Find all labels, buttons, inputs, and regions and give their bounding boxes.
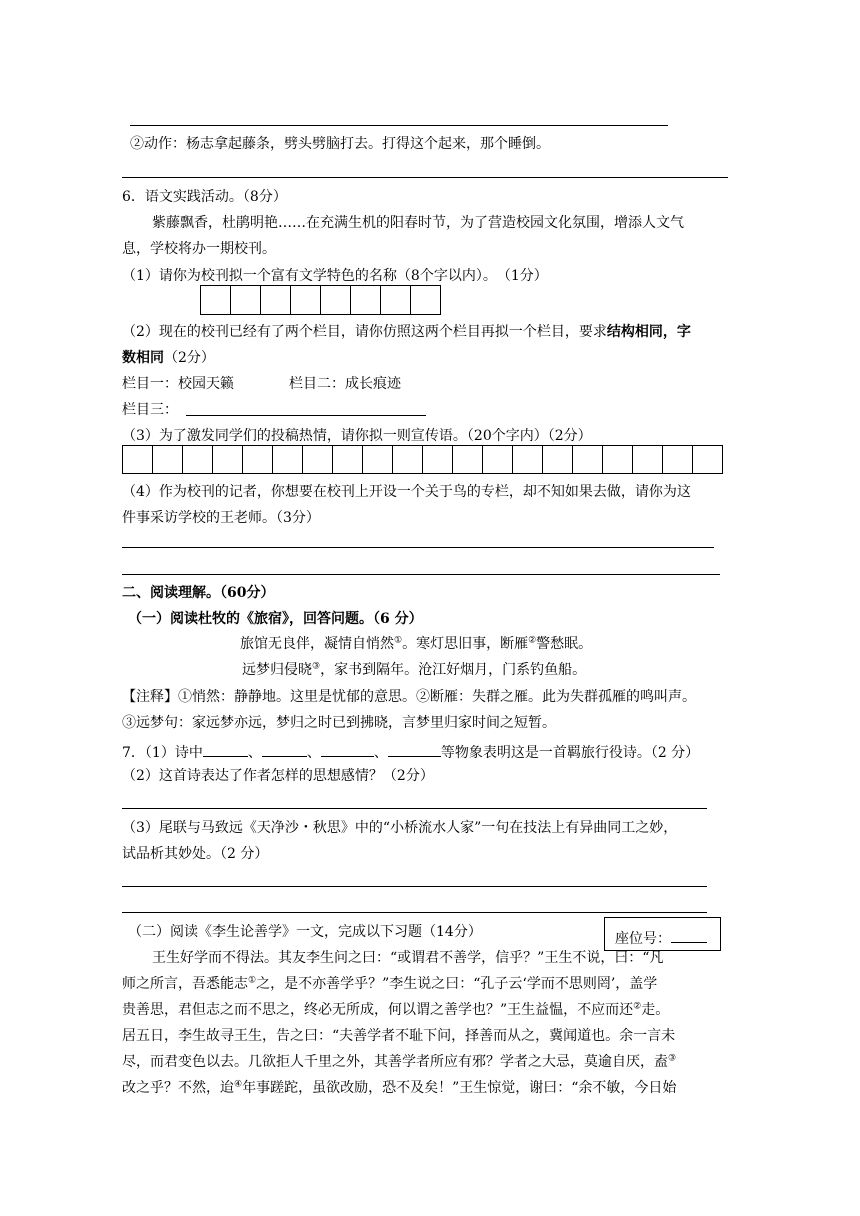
q6-sub1: （1）请你为校刊拟一个富有文学特色的名称（8个字以内）。 （1分） [122, 268, 548, 284]
q6-title: 6．语文实践活动。（8分） [122, 189, 287, 205]
poem-text: 警愁眠。 [536, 636, 593, 652]
note-marker: ① [394, 635, 403, 646]
grid-cell[interactable] [200, 285, 231, 315]
poem-text: 旅馆无良伴，凝情自悄然 [240, 636, 394, 652]
note-marker: ② [528, 635, 537, 646]
passage-text: 走。 [641, 1002, 670, 1018]
column-two: 栏目二：成长痕迹 [289, 376, 401, 392]
grid-cell[interactable] [212, 445, 243, 474]
grid-cell[interactable] [230, 285, 261, 315]
poem-text: ，家书到隔年。沧江好烟月，门系钓鱼船。 [320, 662, 587, 678]
passage-text: 师之所言，吾悉能志 [122, 976, 248, 992]
q6-sub2-requirement-cont: 数相同 [122, 350, 164, 366]
note-marker: ④ [234, 1079, 243, 1090]
answer-line[interactable] [122, 912, 707, 913]
grid-cell[interactable] [320, 285, 351, 315]
name-answer-grid[interactable] [200, 285, 441, 315]
grid-cell[interactable] [362, 445, 393, 474]
q7-sub3-line-1: （3）尾联与马致远《天净沙・秋思》中的“小桥流水人家”一句在技法上有异曲同工之妙， [122, 820, 678, 836]
fill-blank[interactable] [203, 740, 248, 757]
q6-intro-line-2: 息，学校将办一期校刊。 [122, 241, 276, 257]
passage-text: 年事蹉跎，虽欲改励，恐不及矣！”王生惊觉，谢曰：“余不敏，今日始 [242, 1080, 677, 1096]
annotation-line-1: 【注释】①悄然：静静地。这里是忧郁的意思。②断雁：失群之雁。此为失群孤雁的鸣叫声。 [122, 689, 696, 705]
grid-cell[interactable] [482, 445, 513, 474]
poem-line-1 [240, 634, 592, 654]
passage-text: 尽，而君变色以去。几欲拒人千里之外，其善学者所应有邪？学者之大忌，莫逾自厌，盍 [122, 1054, 668, 1070]
poem-text: 远梦归侵晓 [242, 662, 312, 678]
q6-sub2-line-1 [122, 322, 691, 342]
q6-sub2-line-2 [122, 348, 215, 368]
seat-number-field[interactable] [671, 926, 707, 943]
q7-sub3-line-2: 试品析其妙处。（2 分） [122, 846, 269, 862]
grid-cell[interactable] [122, 445, 153, 474]
poem-line-2 [242, 660, 586, 680]
grid-cell[interactable] [332, 445, 363, 474]
q6-intro-line-1: 紫藤飘香，杜鹃明艳……在充满生机的阳春时节，为了营造校园文化氛围，增添人文气 [152, 215, 684, 231]
note-marker: ③ [312, 661, 321, 672]
grid-cell[interactable] [662, 445, 693, 474]
seat-number-label: 座位号： [615, 931, 671, 947]
grid-cell[interactable] [260, 285, 291, 315]
note-marker: ① [248, 975, 257, 986]
annotation-line-2: ③远梦句：家远梦亦远，梦归之时已到拂晓，言梦里归家时间之短暂。 [122, 715, 556, 731]
grid-cell[interactable] [272, 445, 303, 474]
passage-text: 改之乎？不然，迨 [122, 1080, 234, 1096]
q6-sub2-score: （2分） [164, 350, 215, 366]
grid-cell[interactable] [302, 445, 333, 474]
seat-number-box [604, 917, 721, 951]
grid-cell[interactable] [632, 445, 663, 474]
grid-cell[interactable] [350, 285, 381, 315]
slogan-answer-grid[interactable] [122, 445, 723, 474]
column-three-label: 栏目三： [122, 402, 178, 418]
fill-blank[interactable] [262, 740, 307, 757]
fill-blank[interactable] [388, 740, 441, 757]
q6-sub4-line-1: （4）作为校刊的记者，你想要在校刊上开设一个关于鸟的专栏，却不知如果去做，请你为这 [122, 484, 691, 500]
fill-blank[interactable] [321, 740, 374, 757]
answer-line[interactable] [122, 547, 714, 548]
q7-sub1-lead: 7．（1）诗中 [122, 745, 203, 761]
answer-line[interactable] [130, 125, 668, 126]
answer-line[interactable] [122, 574, 720, 575]
section-one-title: （一）阅读杜牧的《旅宿》，回答问题。（6 分） [128, 611, 423, 627]
grid-cell[interactable] [410, 285, 441, 315]
grid-cell[interactable] [182, 445, 213, 474]
q6-sub2-text: （2）现在的校刊已经有了两个栏目，请你仿照这两个栏目再拟一个栏目，要求 [122, 324, 607, 340]
grid-cell[interactable] [572, 445, 603, 474]
note-marker: ③ [668, 1053, 677, 1064]
passage-line-5 [122, 1052, 676, 1072]
q6-sub4-line-2: 件事采访学校的王老师。（3分） [122, 510, 320, 526]
section-two-title: （二）阅读《李生论善学》一文，完成以下习题（14分） [128, 924, 482, 940]
grid-cell[interactable] [452, 445, 483, 474]
grid-cell[interactable] [152, 445, 183, 474]
grid-cell[interactable] [422, 445, 453, 474]
column-one: 栏目一：校园天籁 [122, 376, 234, 392]
passage-line-2 [122, 974, 657, 994]
poem-text: 。寒灯思旧事，断雁 [402, 636, 529, 652]
grid-cell[interactable] [380, 285, 411, 315]
q6-sub3: （3）为了激发同学们的投稿热情，请你拟一则宣传语。（20个字内）（2分） [122, 428, 592, 444]
q7-sub1-tail: 等物象表明这是一首羁旅行役诗。（2 分） [440, 745, 700, 761]
grid-cell[interactable] [290, 285, 321, 315]
q7-sub1: 7．（1）诗中 、 、 、 等物象表明这是一首羁旅行役诗。（2 分） [122, 740, 699, 763]
grid-cell[interactable] [602, 445, 633, 474]
passage-line-3 [122, 1000, 669, 1020]
q7-sub2: （2）这首诗表达了作者怎样的思想感情？（2分） [122, 768, 434, 784]
passage-line-4: 居五日，李生故寻王生，告之曰：“夫善学者不耻下问，择善而从之，冀闻道也。余一言未 [122, 1028, 676, 1044]
passage-text: 贵善思，君但志之而不思之，终必无所成，何以谓之善学也？”王生益愠，不应而还 [122, 1002, 634, 1018]
grid-cell[interactable] [392, 445, 423, 474]
answer-line[interactable] [122, 808, 707, 809]
grid-cell[interactable] [692, 445, 723, 474]
grid-cell[interactable] [512, 445, 543, 474]
answer-line[interactable] [122, 177, 728, 178]
q6-sub2-requirement: 结构相同，字 [606, 324, 691, 340]
note-marker: ② [633, 1001, 642, 1012]
q5-action-line: ②动作：杨志拿起藤条，劈头劈脑打去。打得这个起来，那个睡倒。 [130, 136, 550, 152]
grid-cell[interactable] [542, 445, 573, 474]
answer-line[interactable] [122, 886, 707, 887]
part-two-title: 二、阅读理解。（60分） [122, 585, 275, 601]
passage-line-6 [122, 1078, 676, 1098]
passage-line-1: 王生好学而不得法。其友李生问之曰：“或谓君不善学，信乎？”王生不说，曰：“凡 [152, 950, 664, 966]
column-three-answer-line[interactable] [186, 415, 426, 416]
passage-text: 之，是不亦善学乎？”李生说之曰：“孔子云‘学而不思则罔’，盖学 [256, 976, 658, 992]
grid-cell[interactable] [242, 445, 273, 474]
